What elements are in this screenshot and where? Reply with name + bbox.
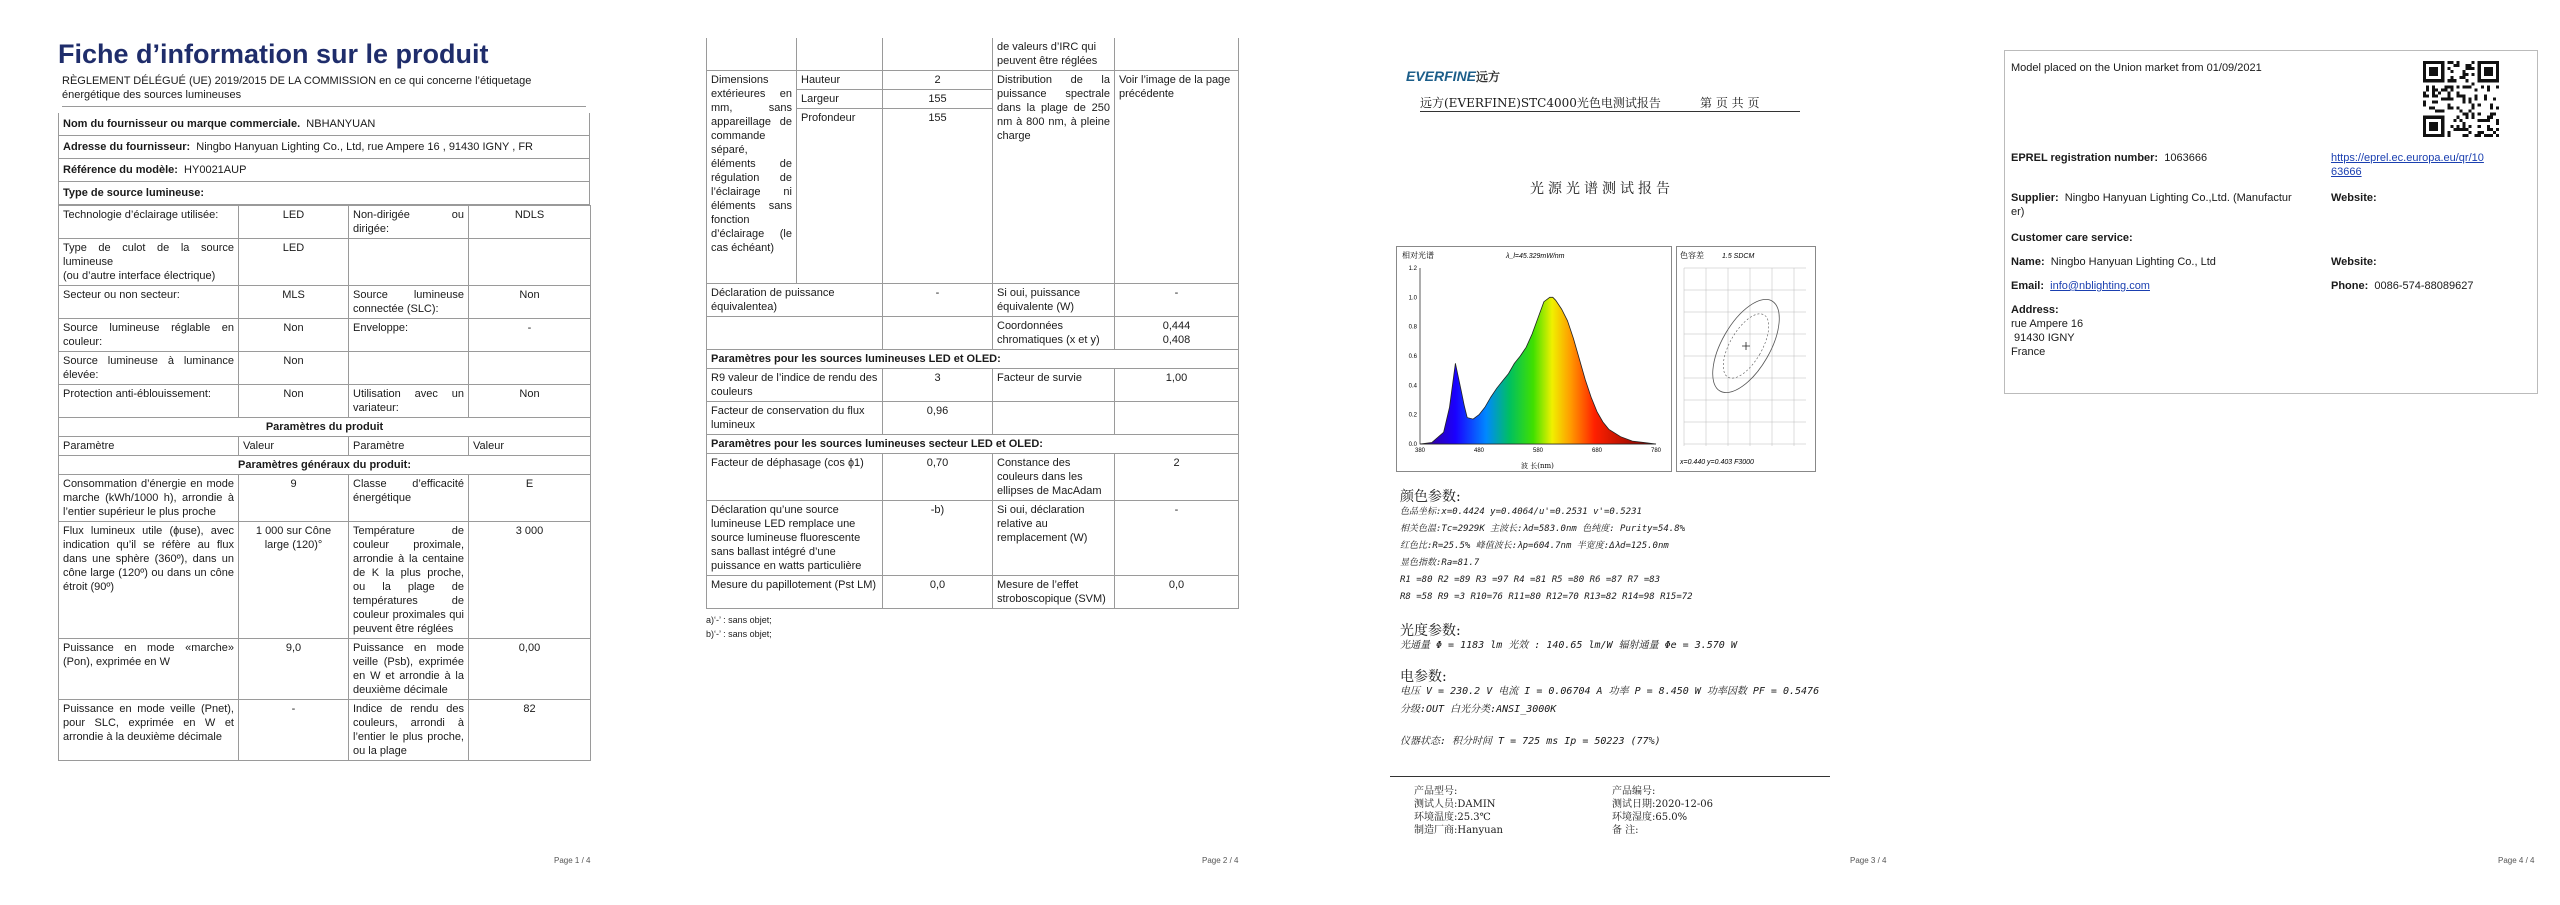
led-params-title: Paramètres pour les sources lumineuses LED et OLED: (707, 350, 1239, 369)
color-param-line: 红色比:R=25.5% 峰值波长:λp=604.7nm 半宽度:Δλd=125.0nm (1400, 541, 1669, 551)
address-line: France (2011, 346, 2046, 358)
col-param-header: Paramètre (349, 437, 469, 456)
y-tick-label: 0.6 (1408, 354, 1417, 360)
supplier-name-value: NBHANYUAN (306, 118, 376, 130)
table-row (59, 206, 591, 239)
cosphi-value: 0,70 (883, 454, 993, 501)
y-tick-label: 0.2 (1408, 412, 1417, 419)
footer-line: 备 注: (1612, 825, 1639, 836)
table-row (59, 639, 591, 700)
param-value: - (469, 319, 591, 352)
replacement-label: Déclaration qu’une source lumineuse LED remplace une source lumineuse fluorescente sans ballast intégré d’une puissance en watts particulière (707, 501, 883, 576)
replacement-value: -b) (883, 501, 993, 576)
param-label: Consommation d’énergie en mode marche (kWh/1000 h), arrondie à l’entier supérieur le plus proche (59, 475, 239, 522)
supplier-address-label: Adresse du fournisseur: (63, 141, 191, 153)
param-label: Classe d’efficacité énergétique (349, 475, 469, 522)
eprel-value: 1063666 (2164, 152, 2208, 164)
param-label: Type de culot de la source lumineuse (ou d’autre interface électrique) (59, 239, 239, 286)
phone-value: 0086-574-88089627 (2374, 280, 2474, 292)
dim-value: 155 (883, 109, 993, 284)
supplier-value: Ningbo Hanyuan Lighting Co.,Ltd. (Manufactur (2064, 192, 2292, 204)
chromaticity-label: Coordonnées chromatiques (x et y) (993, 317, 1115, 350)
cosphi-label: Facteur de déphasage (cos ɸ1) (707, 454, 883, 501)
table-row (59, 352, 591, 385)
param-label: Protection anti-éblouissement: (59, 385, 239, 418)
eprel-link[interactable]: https://eprel.ec.europa.eu/qr/10 63666 (2331, 152, 2484, 178)
dim-value: 2 (883, 71, 993, 90)
param-value: Non (239, 352, 349, 385)
y-tick-label: 1.0 (1408, 295, 1417, 302)
page-number: Page 1 / 4 (554, 856, 591, 865)
footer-line: 测试日期:2020-12-06 (1612, 799, 1714, 810)
survival-label: Facteur de survie (993, 369, 1115, 402)
supplier-name-row (59, 113, 589, 136)
table-row (59, 522, 591, 639)
param-value: - (239, 700, 349, 761)
equivalent-power-value: - (883, 284, 993, 317)
address-line: 91430 IGNY (2011, 332, 2075, 344)
chromaticity-value: 0,444 0,408 (1115, 317, 1239, 350)
equivalent-power-label: Déclaration de puissance équivalentea) (707, 284, 883, 317)
param-value: LED (239, 206, 349, 239)
r9-value: 3 (883, 369, 993, 402)
footer-divider (1390, 776, 1830, 777)
param-label: Secteur ou non secteur: (59, 286, 239, 319)
supplier-address-row (59, 136, 589, 159)
footnote-b: b)‘-’ : sans objet; (706, 629, 772, 639)
supplier-address-value: Ningbo Hanyuan Lighting Co., Ltd, rue Ampere 16 , 91430 IGNY , FR (196, 141, 533, 153)
color-param-line: 色品坐标:x=0.4424 y=0.4064/u'=0.2531 v'=0.5231 (1400, 507, 1642, 517)
param-label (349, 239, 469, 286)
flicker-label: Mesure du papillotement (Pst LM) (707, 576, 883, 609)
survival-value: 1,00 (1115, 369, 1239, 402)
spectrum-xlabel: 波 长(nm) (1521, 462, 1554, 470)
cie-label: 色容差 (1680, 251, 1704, 260)
col-param-header: Paramètre (59, 437, 239, 456)
dim-value: 155 (883, 90, 993, 109)
param-value: MLS (239, 286, 349, 319)
table-row (59, 700, 591, 761)
supplier-label: Supplier: (2011, 192, 2059, 204)
everfine-logo: EVERFINE远方 (1406, 68, 1501, 84)
page-1 (58, 38, 590, 761)
params-title: Paramètres du produit (59, 418, 591, 437)
param-value: 1 000 sur Cône large (120)° (239, 522, 349, 639)
placed-on-market: Model placed on the Union market from 01/09/2021 (2011, 62, 2262, 74)
table-row (59, 319, 591, 352)
param-value (469, 352, 591, 385)
dimensions-label: Dimensions extérieures en mm, sans appareillage de commande séparé, éléments de régulation de l’éclairage ni éléments sans fonction d’éclairage (le cas échéant) (707, 71, 797, 284)
x-tick-label: 480 (1473, 448, 1485, 454)
param-label: Source lumineuse connectée (SLC): (349, 286, 469, 319)
eprel-number-row (2011, 151, 2207, 165)
table-row (59, 385, 591, 418)
eprel-label: EPREL registration number: (2011, 152, 2159, 164)
param-value: LED (239, 239, 349, 286)
x-tick-label: 680 (1591, 448, 1603, 454)
page-2 (706, 38, 1238, 639)
page-number: Page 2 / 4 (1202, 856, 1239, 865)
mains-params-title: Paramètres pour les sources lumineuses secteur LED et OLED: (707, 435, 1239, 454)
phone-row: Phone: 0086-574-88089627 (2331, 280, 2474, 292)
param-label: Flux lumineux utile (ɸuse), avec indication qu’il se réfère au flux dans une sphère (360º), dans un cône large (120º) ou dans un cône étroit (90º) (59, 522, 239, 639)
param-label: Température de couleur proximale, arrondie à la centaine de K la plus proche, ou la plage de températures de couleur proximales qui peuvent être réglées (349, 522, 469, 639)
color-param-line: R1 =80 R2 =89 R3 =97 R4 =81 R5 =80 R6 =87 R7 =83 (1400, 575, 1661, 585)
footer-line: 产品编号: (1612, 786, 1656, 797)
footer-line: 环境温度:25.3℃ (1414, 812, 1491, 823)
table-row (59, 239, 591, 286)
footer-line: 制造厂商:Hanyuan (1414, 825, 1503, 836)
spectrum-peak-label: λ_l=45.329mW/nm (1506, 253, 1565, 260)
stroboscopic-value: 0,0 (1115, 576, 1239, 609)
general-title: Paramètres généraux du produit: (59, 456, 591, 475)
macadam-label: Constance des couleurs dans les ellipses de MacAdam (993, 454, 1115, 501)
address-line: rue Ampere 16 (2011, 318, 2084, 330)
param-label: Puissance en mode «marche» (Pon), exprimée en W (59, 639, 239, 700)
y-tick-label: 0.4 (1408, 383, 1417, 390)
supplier-row: Supplier: Ningbo Hanyuan Lighting Co.,Ltd. (Manufactur er) (2011, 192, 2292, 218)
flicker-value: 0,0 (883, 576, 993, 609)
param-value: 9,0 (239, 639, 349, 700)
y-tick-label: 1.2 (1408, 266, 1417, 272)
footer-line: 产品型号: (1414, 786, 1458, 797)
website-label: Website: (2331, 192, 2377, 204)
param-label: Utilisation avec un variateur: (349, 385, 469, 418)
stroboscopic-label: Mesure de l’effet stroboscopique (SVM) (993, 576, 1115, 609)
product-table-cont (706, 38, 1239, 609)
param-label: Enveloppe: (349, 319, 469, 352)
page-3 (1390, 60, 1870, 860)
color-param-line: 显色指数:Ra=81.7 (1400, 558, 1480, 568)
param-label: Non-dirigée ou dirigée: (349, 206, 469, 239)
address-label: Address: (2011, 304, 2059, 316)
electrical-heading: 电参数: (1400, 669, 1447, 685)
macadam-value: 2 (1115, 454, 1239, 501)
source-type-label: Type de source lumineuse: (63, 187, 205, 199)
product-table (58, 205, 591, 761)
param-value (469, 239, 591, 286)
page-number: Page 4 / 4 (2498, 856, 2535, 865)
param-value: Non (239, 319, 349, 352)
x-tick-label: 780 (1650, 448, 1662, 454)
model-ref-row (59, 159, 589, 182)
param-value: Non (469, 385, 591, 418)
eprel-info-box (2004, 50, 2538, 394)
replacement-if-label: Si oui, déclaration relative au remplacement (W) (993, 501, 1115, 576)
cri-range-cont: de valeurs d’IRC qui peuvent être réglées (993, 38, 1115, 71)
equivalent-if-label: Si oui, puissance équivalente (W) (993, 284, 1115, 317)
x-tick-label: 580 (1532, 448, 1544, 454)
color-param-line: R8 =58 R9 =3 R10=76 R11=80 R12=70 R13=82 R14=98 R15=72 (1400, 592, 1693, 602)
spectrum-ylabel: 相对光谱 (1402, 251, 1434, 260)
param-label: Source lumineuse à luminance élevée: (59, 352, 239, 385)
cie-coords: x=0.440 y=0.403 F3000 (1680, 459, 1754, 466)
param-value: 0,00 (469, 639, 591, 700)
dim-name: Profondeur (797, 109, 883, 284)
col-value-header: Valeur (239, 437, 349, 456)
color-param-line: 相关色温:Tc=2929K 主波长:λd=583.0nm 色纯度: Purity=54.8% (1400, 524, 1686, 534)
model-ref-value: HY0021AUP (184, 164, 247, 176)
param-value: E (469, 475, 591, 522)
param-label: Indice de rendu des couleurs, arrondi à l’entier le plus proche, ou la plage (349, 700, 469, 761)
photometric-heading: 光度参数: (1400, 623, 1461, 639)
model-ref-label: Référence du modèle: (63, 164, 178, 176)
cie-sdcm: 1.5 SDCM (1722, 253, 1755, 260)
report-title: 光源光谱测试报告 (1530, 181, 1674, 197)
spectral-distribution-label: Distribution de la puissance spectrale dans la plage de 250 nm à 800 nm, à pleine charge (993, 71, 1115, 284)
spectral-distribution-value: Voir l’image de la page précédente (1115, 71, 1239, 284)
footer-line: 环境湿度:65.0% (1612, 812, 1688, 823)
param-value: 9 (239, 475, 349, 522)
instrument-line: 仪器状态: 积分时间 T = 725 ms Ip = 50223 (77%) (1400, 736, 1661, 747)
param-value: 82 (469, 700, 591, 761)
col-value-header: Valeur (469, 437, 591, 456)
customer-care-label: Customer care service: (2011, 232, 2133, 244)
lumen-maintenance-label: Facteur de conservation du flux lumineux (707, 402, 883, 435)
name-row: Name: Ningbo Hanyuan Lighting Co., Ltd (2011, 256, 2216, 268)
photometric-line: 光通量 Φ = 1183 lm 光效 : 140.65 lm/W 辐射通量 Φe = 3.570 W (1400, 640, 1737, 651)
x-tick-label: 380 (1414, 448, 1426, 454)
param-value: Non (469, 286, 591, 319)
y-tick-label: 0.0 (1408, 442, 1417, 448)
electrical-line: 电压 V = 230.2 V 电流 I = 0.06704 A 功率 P = 8.450 W 功率因数 PF = 0.5476 (1400, 686, 1820, 697)
supplier-name-label: Nom du fournisseur ou marque commerciale. (63, 118, 301, 130)
param-label: Technologie d’éclairage utilisée: (59, 206, 239, 239)
param-value: NDLS (469, 206, 591, 239)
spectrum-chart (1396, 246, 1672, 472)
website2-label: Website: (2331, 256, 2377, 268)
qr-code-icon (2423, 61, 2499, 137)
table-row (59, 286, 591, 319)
footnote-a: a)‘-’ : sans objet; (706, 615, 772, 625)
param-value: 3 000 (469, 522, 591, 639)
regulation-subtitle: RÈGLEMENT DÉLÉGUÉ (UE) 2019/2015 DE LA COMMISSION en ce qui concerne l’étiquetage énergétique des sources lumineuses (62, 74, 586, 107)
equivalent-if-value: - (1115, 284, 1239, 317)
param-label: Puissance en mode veille (Psb), exprimée en W et arrondie à la deuxième décimale (349, 639, 469, 700)
color-params-heading: 颜色参数: (1400, 489, 1461, 505)
r9-label: R9 valeur de l’indice de rendu des couleurs (707, 369, 883, 402)
cie-tolerance-chart (1676, 246, 1816, 472)
report-header: 远方(EVERFINE)STC4000光色电测试报告 第 页 共 页 (1420, 94, 1800, 112)
lumen-maintenance-value: 0,96 (883, 402, 993, 435)
page-title: Fiche d’information sur le produit (58, 39, 489, 69)
grading-line: 分级:OUT 白光分类:ANSI_3000K (1400, 704, 1557, 715)
param-label: Puissance en mode veille (Pnet), pour SLC, exprimée en W et arrondie à la deuxième décimale (59, 700, 239, 761)
y-tick-label: 0.8 (1408, 324, 1417, 331)
source-type-row (59, 182, 589, 205)
footer-line: 测试人员:DAMIN (1414, 799, 1496, 810)
replacement-if-value: - (1115, 501, 1239, 576)
email-row: Email: info@nblighting.com (2011, 280, 2150, 292)
param-label (349, 352, 469, 385)
dim-name: Largeur (797, 90, 883, 109)
name-value: Ningbo Hanyuan Lighting Co., Ltd (2050, 256, 2216, 268)
param-value: Non (239, 385, 349, 418)
param-label: Source lumineuse réglable en couleur: (59, 319, 239, 352)
email-link[interactable]: info@nblighting.com (2050, 280, 2150, 292)
dim-name: Hauteur (797, 71, 883, 90)
page-number: Page 3 / 4 (1850, 856, 1887, 865)
table-row (59, 475, 591, 522)
